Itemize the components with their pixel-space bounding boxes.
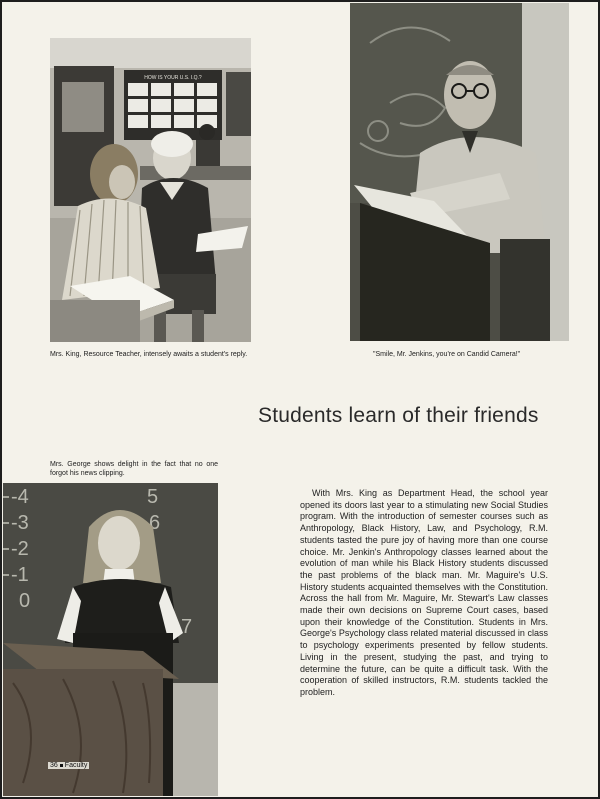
photo-mr-jenkins bbox=[350, 3, 569, 341]
board-number-neg4: -4 bbox=[11, 486, 29, 508]
photo-mrs-george bbox=[3, 483, 218, 796]
article-paragraph: With Mrs. King as Department Head, the school year opened its doors last year to a stimulating new Social Studies program. With the introduction of semester courses such as Anthropology, Black History, Law, and Psychology, R.M. students tasted the pure joy of having more than one course choice. Mr. Jenkin's Anthropology classes learned about the evolution of man while his Black History students discussed the past problems of the black man. Mr. Maguire's U.S. History students acquainted themselves with the Constitution. Across the hall from Mr. Maguire, Mr. Stewart's Law classes made their own decisions on Supreme Court cases, based upon their knowledge of the Constitution. Students in Mrs. George's Psychology class related material discussed in class to psychology experiments presented by fellow students. Living in the present, studying the past, and trying to determine the future, can be quite a difficult task. With the cooperation of skilled instructors, R.M. students tackled the problem. bbox=[300, 488, 548, 697]
photo-mr-jenkins-image bbox=[350, 3, 569, 341]
section-name: Faculty bbox=[64, 762, 88, 769]
board-number-neg2: -2 bbox=[11, 538, 29, 560]
photo-mrs-king bbox=[50, 38, 251, 342]
page-folio bbox=[48, 762, 89, 769]
photo-mrs-george-image bbox=[3, 483, 218, 796]
board-number-neg3: -3 bbox=[11, 512, 29, 534]
page-number: 36 bbox=[50, 762, 58, 769]
poster-title: HOW IS YOUR U.S. I.Q.? bbox=[144, 75, 202, 81]
article-heading: Students learn of their friends bbox=[258, 404, 539, 427]
article-body bbox=[300, 488, 548, 699]
folio-bullet-icon bbox=[60, 764, 63, 767]
board-number-7: 7 bbox=[181, 616, 193, 638]
board-number-0: 0 bbox=[19, 590, 31, 612]
caption-mrs-george: Mrs. George shows delight in the fact that no one forgot his news clipping. bbox=[50, 461, 218, 477]
caption-mr-jenkins: "Smile, Mr. Jenkins, you're on Candid Camera!" bbox=[373, 351, 521, 358]
board-number-6: 6 bbox=[149, 512, 161, 534]
board-number-neg1: -1 bbox=[11, 564, 29, 586]
photo-mrs-king-image bbox=[50, 38, 251, 342]
caption-mrs-king: Mrs. King, Resource Teacher, intensely awaits a student's reply. bbox=[50, 351, 248, 358]
board-number-5: 5 bbox=[147, 486, 159, 508]
